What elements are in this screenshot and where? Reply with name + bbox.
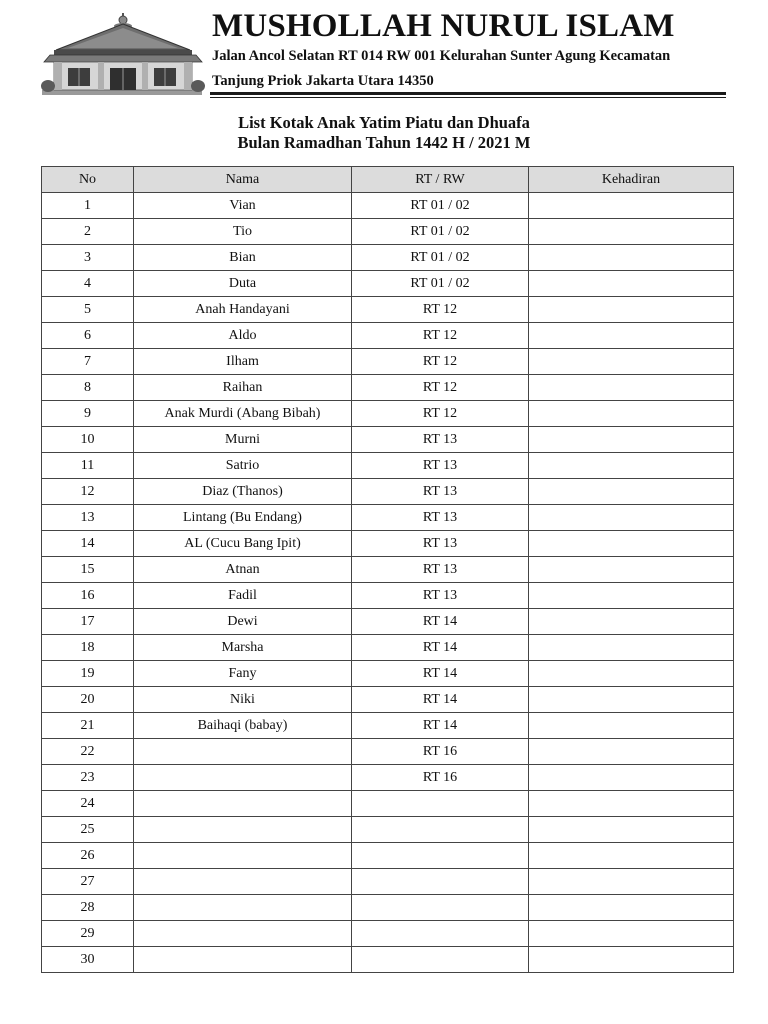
cell-no: 26	[42, 843, 134, 869]
address-line-1: Jalan Ancol Selatan RT 014 RW 001 Kelurahan Sunter Agung Kecamatan	[212, 48, 671, 64]
cell-nama	[134, 739, 352, 765]
cell-no: 9	[42, 401, 134, 427]
cell-rt-rw	[352, 895, 529, 921]
cell-kehadiran	[529, 947, 734, 973]
column-header-nama: Nama	[134, 167, 352, 193]
cell-nama	[134, 791, 352, 817]
table-row	[42, 817, 734, 843]
cell-rt-rw: RT 12	[352, 349, 529, 375]
column-header-no: No	[42, 167, 134, 193]
column-header-kehadiran: Kehadiran	[529, 167, 734, 193]
cell-rt-rw: RT 12	[352, 297, 529, 323]
cell-rt-rw: RT 13	[352, 453, 529, 479]
table-row	[42, 947, 734, 973]
address-line-2: Tanjung Priok Jakarta Utara 14350	[212, 73, 434, 89]
table-row	[42, 609, 734, 635]
cell-kehadiran	[529, 245, 734, 271]
table-row	[42, 219, 734, 245]
table-row	[42, 401, 734, 427]
cell-nama	[134, 921, 352, 947]
cell-rt-rw: RT 14	[352, 713, 529, 739]
table-row	[42, 661, 734, 687]
cell-no: 4	[42, 271, 134, 297]
letterhead-rule-thin	[210, 97, 726, 98]
cell-no: 11	[42, 453, 134, 479]
cell-nama: Lintang (Bu Endang)	[134, 505, 352, 531]
mosque-building-icon	[40, 10, 206, 96]
cell-kehadiran	[529, 609, 734, 635]
cell-kehadiran	[529, 505, 734, 531]
table-row	[42, 843, 734, 869]
cell-nama: Anak Murdi (Abang Bibah)	[134, 401, 352, 427]
table-row	[42, 765, 734, 791]
cell-rt-rw	[352, 947, 529, 973]
table-row	[42, 635, 734, 661]
cell-nama: Vian	[134, 193, 352, 219]
cell-rt-rw: RT 14	[352, 609, 529, 635]
cell-rt-rw: RT 01 / 02	[352, 271, 529, 297]
cell-no: 17	[42, 609, 134, 635]
cell-nama	[134, 895, 352, 921]
cell-nama: Raihan	[134, 375, 352, 401]
cell-nama: Ilham	[134, 349, 352, 375]
cell-no: 22	[42, 739, 134, 765]
cell-kehadiran	[529, 843, 734, 869]
cell-rt-rw	[352, 791, 529, 817]
cell-nama: Aldo	[134, 323, 352, 349]
cell-kehadiran	[529, 323, 734, 349]
table-row	[42, 713, 734, 739]
table-row	[42, 193, 734, 219]
attendance-table	[41, 166, 734, 973]
cell-kehadiran	[529, 791, 734, 817]
cell-no: 23	[42, 765, 134, 791]
cell-nama: Anah Handayani	[134, 297, 352, 323]
cell-nama: Bian	[134, 245, 352, 271]
cell-kehadiran	[529, 921, 734, 947]
cell-no: 18	[42, 635, 134, 661]
cell-rt-rw: RT 13	[352, 505, 529, 531]
table-row	[42, 687, 734, 713]
cell-no: 1	[42, 193, 134, 219]
cell-rt-rw: RT 13	[352, 531, 529, 557]
table-header-row	[42, 167, 734, 193]
cell-nama	[134, 947, 352, 973]
letterhead-rule-thick	[210, 92, 726, 95]
table-row	[42, 921, 734, 947]
cell-kehadiran	[529, 479, 734, 505]
cell-rt-rw	[352, 869, 529, 895]
table-row	[42, 505, 734, 531]
table-row	[42, 323, 734, 349]
cell-rt-rw	[352, 817, 529, 843]
table-row	[42, 583, 734, 609]
cell-kehadiran	[529, 401, 734, 427]
cell-rt-rw: RT 12	[352, 375, 529, 401]
cell-rt-rw: RT 13	[352, 583, 529, 609]
table-row	[42, 375, 734, 401]
cell-no: 10	[42, 427, 134, 453]
cell-no: 27	[42, 869, 134, 895]
table-row	[42, 869, 734, 895]
cell-kehadiran	[529, 271, 734, 297]
cell-rt-rw: RT 16	[352, 739, 529, 765]
cell-no: 5	[42, 297, 134, 323]
cell-no: 20	[42, 687, 134, 713]
cell-rt-rw: RT 16	[352, 765, 529, 791]
cell-no: 2	[42, 219, 134, 245]
cell-rt-rw: RT 13	[352, 427, 529, 453]
cell-rt-rw: RT 14	[352, 661, 529, 687]
cell-nama: Atnan	[134, 557, 352, 583]
letterhead	[40, 8, 728, 96]
cell-nama: Satrio	[134, 453, 352, 479]
cell-nama: Baihaqi (babay)	[134, 713, 352, 739]
organization-name: MUSHOLLAH NURUL ISLAM	[212, 8, 675, 44]
cell-kehadiran	[529, 297, 734, 323]
cell-kehadiran	[529, 427, 734, 453]
cell-rt-rw: RT 01 / 02	[352, 219, 529, 245]
cell-nama: Dewi	[134, 609, 352, 635]
cell-rt-rw	[352, 843, 529, 869]
cell-rt-rw	[352, 921, 529, 947]
cell-kehadiran	[529, 583, 734, 609]
cell-nama: Fadil	[134, 583, 352, 609]
table-row	[42, 297, 734, 323]
cell-nama: Diaz (Thanos)	[134, 479, 352, 505]
cell-no: 25	[42, 817, 134, 843]
cell-no: 8	[42, 375, 134, 401]
table-row	[42, 791, 734, 817]
cell-rt-rw: RT 14	[352, 635, 529, 661]
cell-kehadiran	[529, 453, 734, 479]
column-header-rt-rw: RT / RW	[352, 167, 529, 193]
cell-kehadiran	[529, 193, 734, 219]
cell-nama: Tio	[134, 219, 352, 245]
cell-rt-rw: RT 01 / 02	[352, 245, 529, 271]
cell-no: 30	[42, 947, 134, 973]
cell-kehadiran	[529, 661, 734, 687]
cell-rt-rw: RT 13	[352, 557, 529, 583]
cell-nama	[134, 765, 352, 791]
cell-kehadiran	[529, 687, 734, 713]
cell-nama: Marsha	[134, 635, 352, 661]
cell-kehadiran	[529, 375, 734, 401]
table-body	[42, 193, 734, 973]
cell-kehadiran	[529, 349, 734, 375]
cell-kehadiran	[529, 531, 734, 557]
cell-no: 13	[42, 505, 134, 531]
cell-nama: Duta	[134, 271, 352, 297]
cell-no: 14	[42, 531, 134, 557]
table-row	[42, 479, 734, 505]
cell-kehadiran	[529, 635, 734, 661]
cell-nama	[134, 817, 352, 843]
table-row	[42, 349, 734, 375]
cell-no: 28	[42, 895, 134, 921]
table-row	[42, 427, 734, 453]
table-row	[42, 895, 734, 921]
cell-nama	[134, 843, 352, 869]
table-row	[42, 531, 734, 557]
cell-nama	[134, 869, 352, 895]
document-title-line-2: Bulan Ramadhan Tahun 1442 H / 2021 M	[237, 133, 531, 152]
table-row	[42, 557, 734, 583]
document-title-line-1: List Kotak Anak Yatim Piatu dan Dhuafa	[238, 113, 530, 132]
cell-kehadiran	[529, 557, 734, 583]
cell-rt-rw: RT 12	[352, 401, 529, 427]
cell-kehadiran	[529, 765, 734, 791]
table-row	[42, 271, 734, 297]
cell-no: 6	[42, 323, 134, 349]
cell-no: 7	[42, 349, 134, 375]
cell-rt-rw: RT 13	[352, 479, 529, 505]
table-row	[42, 453, 734, 479]
cell-no: 21	[42, 713, 134, 739]
cell-kehadiran	[529, 869, 734, 895]
cell-no: 16	[42, 583, 134, 609]
table-row	[42, 739, 734, 765]
cell-kehadiran	[529, 895, 734, 921]
cell-nama: AL (Cucu Bang Ipit)	[134, 531, 352, 557]
cell-nama: Murni	[134, 427, 352, 453]
cell-kehadiran	[529, 713, 734, 739]
cell-no: 15	[42, 557, 134, 583]
cell-no: 29	[42, 921, 134, 947]
cell-rt-rw: RT 01 / 02	[352, 193, 529, 219]
cell-nama: Niki	[134, 687, 352, 713]
cell-rt-rw: RT 12	[352, 323, 529, 349]
cell-kehadiran	[529, 219, 734, 245]
cell-nama: Fany	[134, 661, 352, 687]
cell-no: 19	[42, 661, 134, 687]
cell-no: 24	[42, 791, 134, 817]
cell-no: 3	[42, 245, 134, 271]
table-row	[42, 245, 734, 271]
cell-kehadiran	[529, 817, 734, 843]
cell-kehadiran	[529, 739, 734, 765]
cell-no: 12	[42, 479, 134, 505]
cell-rt-rw: RT 14	[352, 687, 529, 713]
document-title	[0, 113, 768, 153]
